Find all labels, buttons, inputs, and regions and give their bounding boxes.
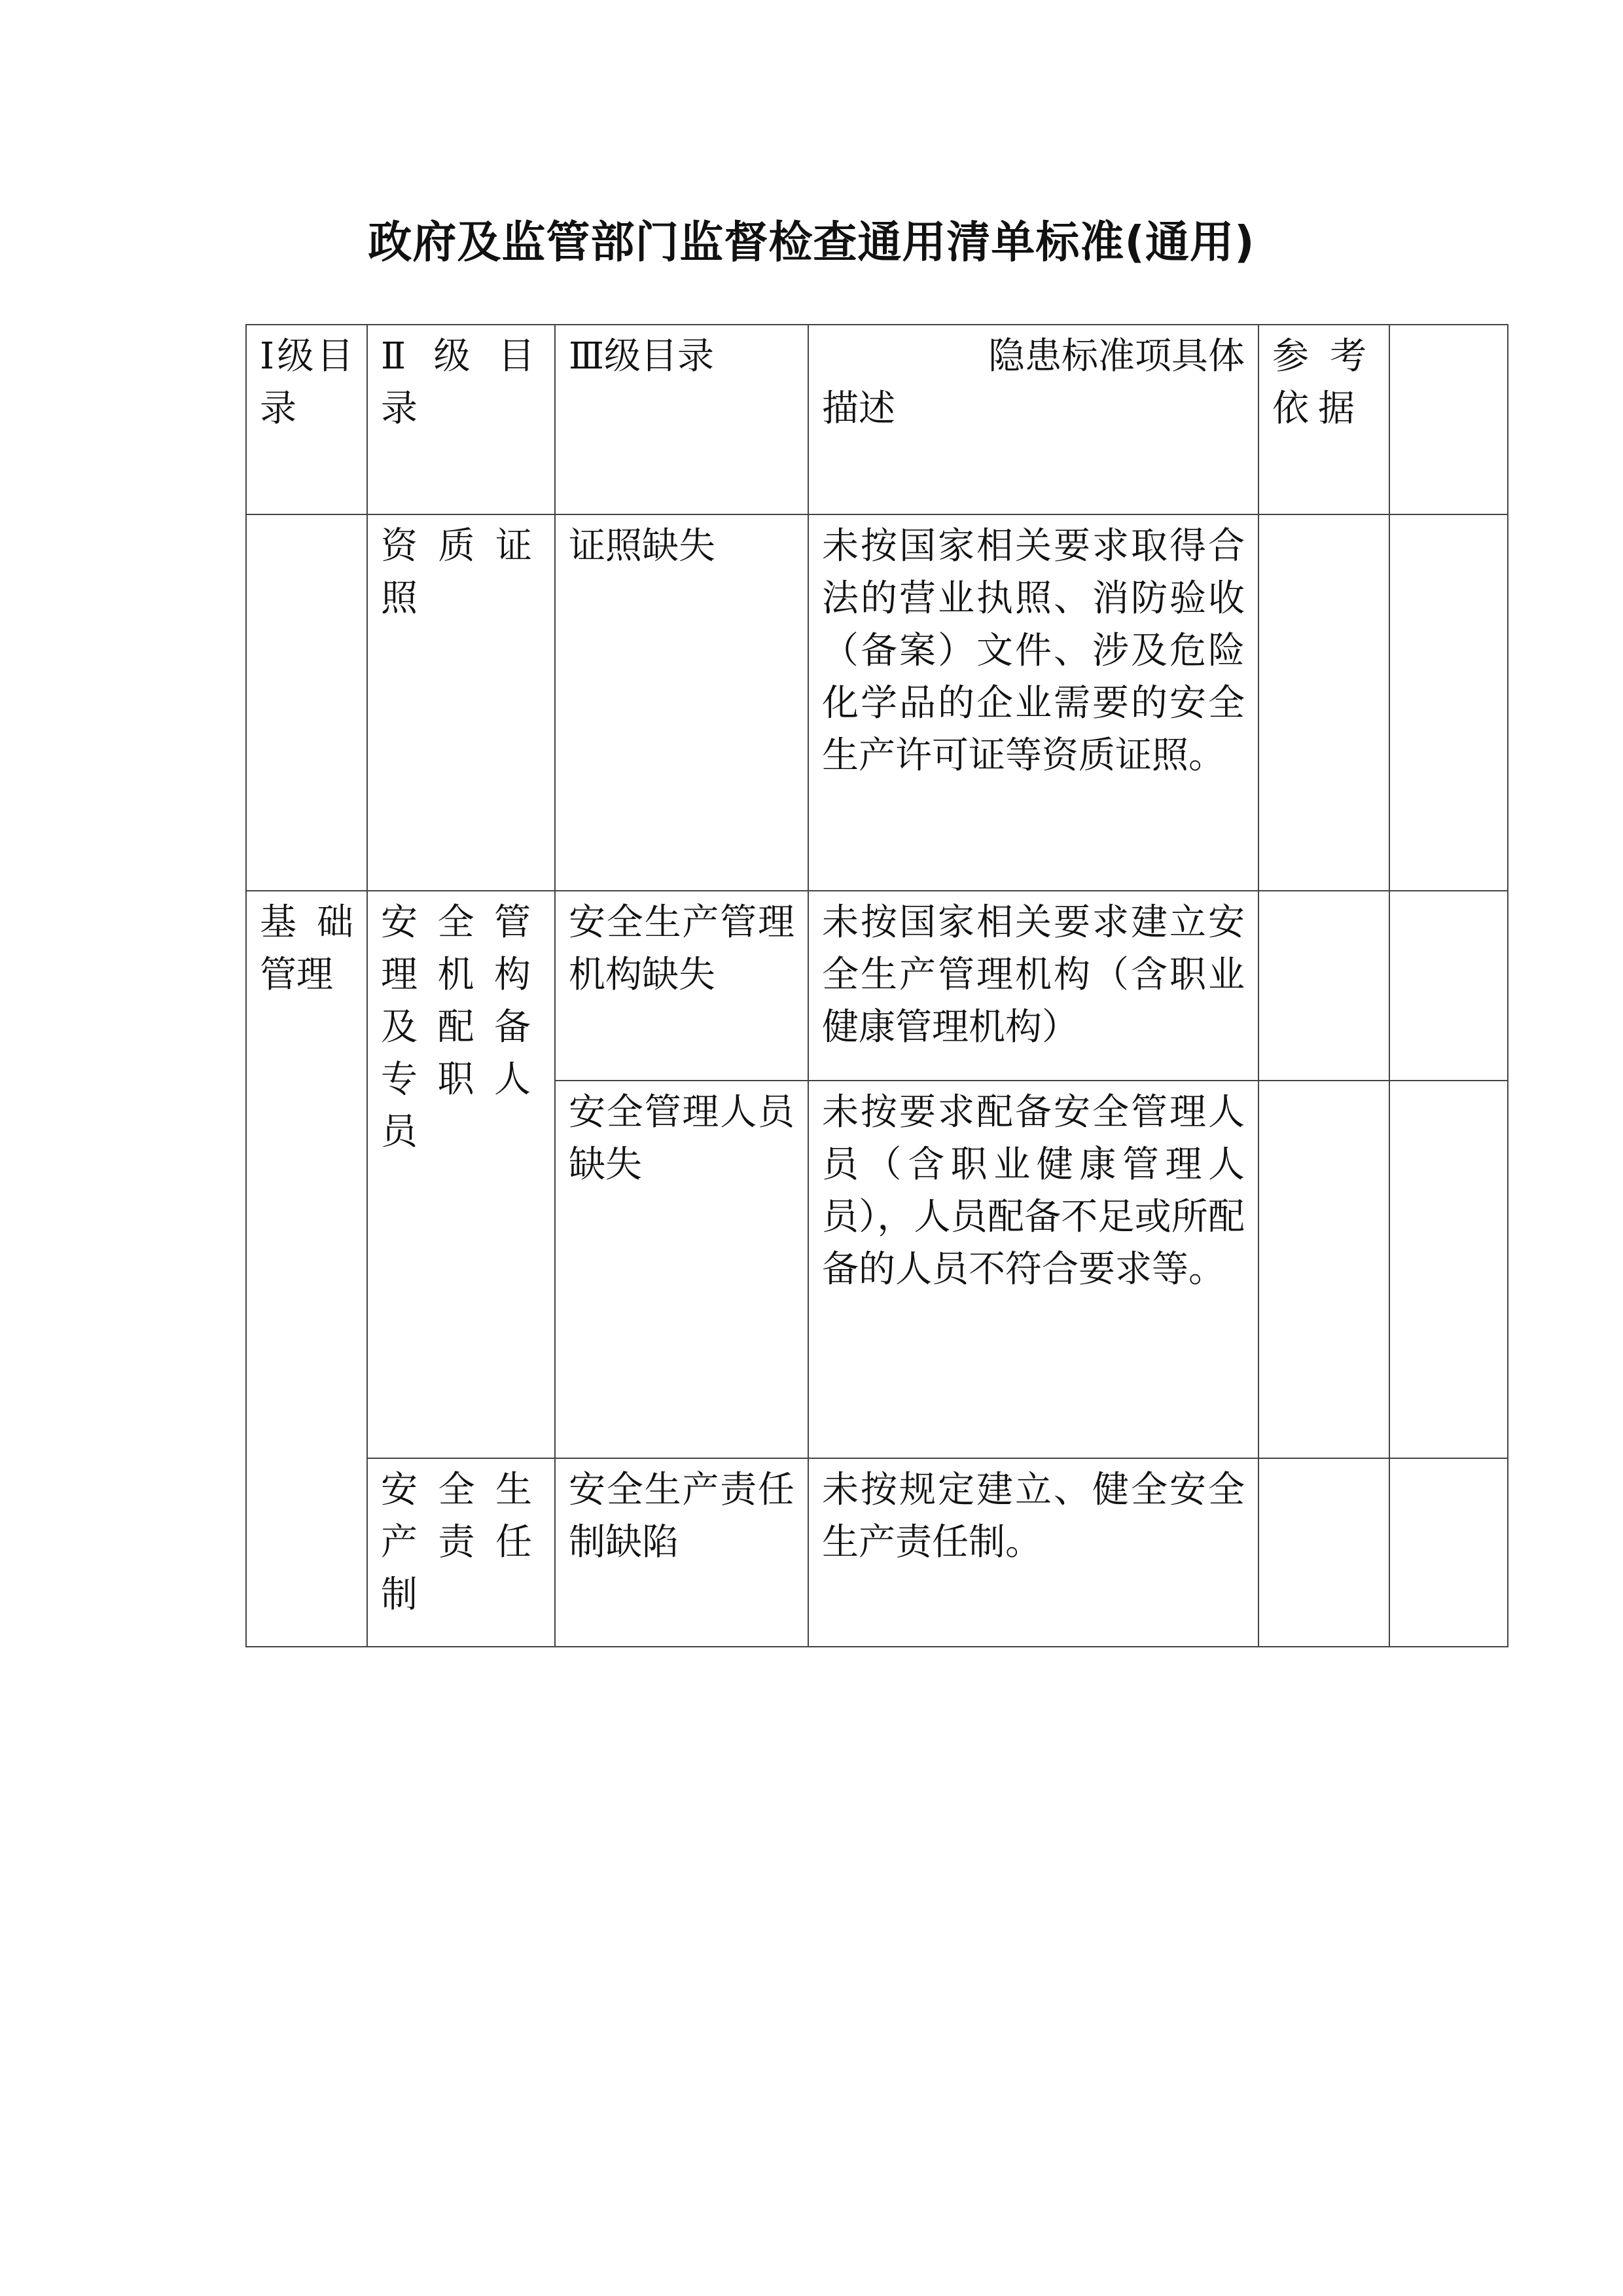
cell-level2: 资质证照 [367,514,555,891]
cell-reference [1258,1458,1389,1647]
cell-extra [1389,891,1508,1081]
header-reference: 参考依据 [1258,325,1389,514]
header-row [246,325,1508,514]
cell-description: 未按要求配备安全管理人员（含职业健康管理人员），人员配备不足或所配备的人员不符合要求等。 [808,1081,1258,1458]
header-description [808,325,1258,514]
cell-level1-empty [246,514,367,891]
checklist-table [245,324,1508,1647]
cell-reference [1258,1081,1389,1458]
header-description-line1: 隐患标准项具体 [988,335,1245,378]
cell-description: 未按国家相关要求取得合法的营业执照、消防验收（备案）文件、涉及危险化学品的企业需要的安全生产许可证等资质证照。 [808,514,1258,891]
document-title: 政府及监管部门监督检查通用清单标准(通用) [368,217,1255,268]
header-extra [1389,325,1508,514]
header-level3: Ⅲ级目录 [555,325,808,514]
header-level1: Ⅰ级目录 [246,325,367,514]
table-row [246,891,1508,1081]
header-level2: Ⅱ级目录 [367,325,555,514]
cell-extra [1389,1458,1508,1647]
cell-description: 未按国家相关要求建立安全生产管理机构（含职业健康管理机构） [808,891,1258,1081]
cell-extra [1389,1081,1508,1458]
table-row [246,514,1508,891]
cell-description: 未按规定建立、健全安全生产责任制。 [808,1458,1258,1647]
cell-extra [1389,514,1508,891]
cell-level3: 安全管理人员缺失 [555,1081,808,1458]
cell-level1: 基础管理 [246,891,367,1647]
cell-reference [1258,891,1389,1081]
cell-level2: 安全生产责任制 [367,1458,555,1647]
cell-level3: 证照缺失 [555,514,808,891]
cell-level2: 安全管理机构及配备专职人员 [367,891,555,1458]
cell-level3: 安全生产责任制缺陷 [555,1458,808,1647]
table-row [246,1458,1508,1647]
cell-level3: 安全生产管理机构缺失 [555,891,808,1081]
cell-reference [1258,514,1389,891]
header-description-line2: 描述 [822,387,895,430]
